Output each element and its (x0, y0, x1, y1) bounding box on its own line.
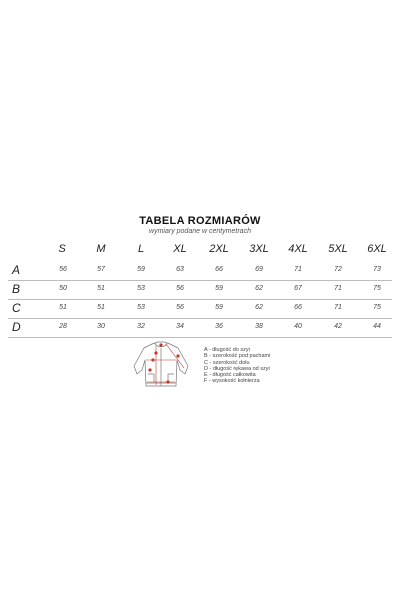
table-cell: 69 (255, 266, 263, 273)
table-cell: 30 (97, 323, 105, 330)
size-header-m: M (96, 243, 106, 255)
table-cell: 51 (59, 304, 67, 311)
table-cell: 56 (176, 285, 184, 292)
page-subtitle: wymiary podane w centymetrach (149, 228, 251, 235)
table-cell: 51 (97, 285, 105, 292)
table-cell: 50 (59, 285, 67, 292)
table-cell: 44 (373, 323, 381, 330)
size-header-row (0, 243, 400, 259)
size-header-s: S (58, 243, 66, 255)
legend-item: C - szerokość dołu (204, 359, 250, 366)
table-cell: 75 (373, 285, 381, 292)
size-header-6xl: 6XL (367, 243, 387, 255)
table-row (8, 262, 392, 281)
table-cell: 59 (137, 266, 145, 273)
legend-item: F - wysokość kołnierza (204, 378, 260, 385)
table-cell: 42 (334, 323, 342, 330)
table-row (8, 281, 392, 300)
table-cell: 56 (59, 266, 67, 273)
size-header-xl: XL (173, 243, 187, 255)
legend-item: D - długość rękawa od szyi (204, 365, 270, 372)
table-cell: 71 (334, 285, 342, 292)
row-label: B (12, 282, 21, 296)
table-cell: 53 (137, 304, 145, 311)
table-cell: 67 (294, 285, 302, 292)
size-header-l: L (137, 243, 145, 255)
measurement-legend (204, 347, 270, 385)
table-cell: 53 (137, 285, 145, 292)
table-row (8, 319, 392, 338)
size-header-3xl: 3XL (249, 243, 269, 255)
table-cell: 62 (255, 285, 263, 292)
table-cell: 75 (373, 304, 381, 311)
row-label: C (12, 301, 21, 315)
table-cell: 63 (176, 266, 184, 273)
table-cell: 38 (255, 323, 263, 330)
table-cell: 51 (97, 304, 105, 311)
size-header-5xl: 5XL (328, 243, 348, 255)
legend-item: E - długość całkowita (204, 372, 256, 379)
table-cell: 32 (137, 323, 145, 330)
size-header-2xl: 2XL (209, 243, 229, 255)
row-label: D (12, 320, 21, 334)
table-cell: 57 (97, 266, 105, 273)
table-cell: 59 (215, 304, 223, 311)
table-cell: 73 (373, 266, 381, 273)
page-title: TABELA ROZMIARÓW (139, 215, 261, 227)
table-cell: 56 (176, 304, 184, 311)
table-cell: 66 (215, 266, 223, 273)
table-cell: 28 (59, 323, 67, 330)
row-label: A (12, 263, 21, 277)
table-row (8, 300, 392, 319)
table-cell: 66 (294, 304, 302, 311)
table-cell: 36 (215, 323, 223, 330)
legend-item: A - długość do szyi (204, 347, 250, 353)
legend-item: B - szerokość pod pachami (204, 353, 271, 360)
table-cell: 40 (294, 323, 302, 330)
hoodie-measurement-diagram (128, 340, 194, 390)
table-cell: 34 (176, 323, 184, 330)
table-cell: 71 (334, 304, 342, 311)
table-cell: 62 (255, 304, 263, 311)
table-cell: 71 (294, 266, 302, 273)
table-cell: 59 (215, 285, 223, 292)
table-cell: 72 (334, 266, 342, 273)
size-header-4xl: 4XL (288, 243, 308, 255)
